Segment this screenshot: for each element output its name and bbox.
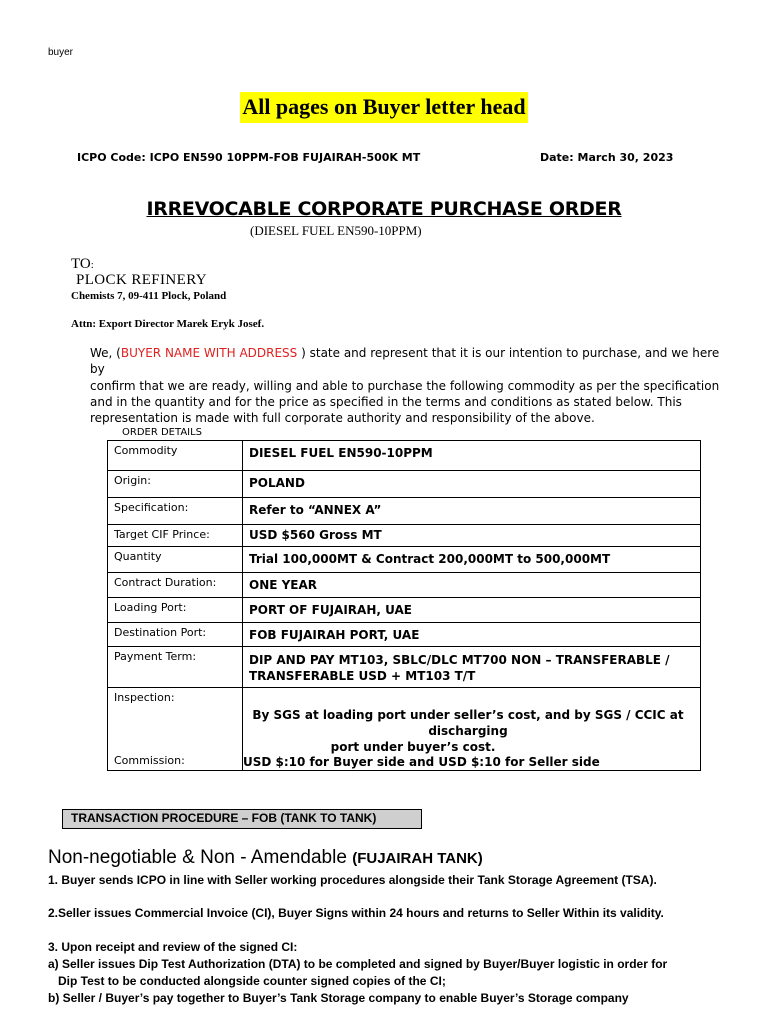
table-row [108, 441, 701, 471]
row-value: ONE YEAR [243, 573, 701, 598]
inspection-key: Inspection: [114, 691, 175, 704]
table-row [108, 623, 701, 647]
recipient-name: PLOCK REFINERY [76, 272, 208, 288]
to-colon: : [90, 259, 94, 271]
non-negotiable-main: Non-negotiable & Non - Amendable [48, 847, 353, 868]
document-date: Date: March 30, 2023 [540, 151, 674, 164]
row-key: Contract Duration: [108, 573, 243, 598]
procedure-title: TRANSACTION PROCEDURE – FOB (TANK TO TANK) [71, 811, 377, 825]
intro-paragraph [90, 345, 720, 426]
buyer-name-placeholder: BUYER NAME WITH ADDRESS [120, 346, 298, 360]
row-value: FOB FUJAIRAH PORT, UAE [243, 623, 701, 647]
table-row [108, 525, 701, 547]
row-key: Commodity [108, 441, 243, 471]
table-row [108, 688, 701, 771]
row-key: Specification: [108, 498, 243, 525]
intro-prefix: We, ( [90, 346, 121, 360]
intro-line-2: confirm that we are ready, willing and able to purchase the following commodity as per the specification [90, 378, 720, 393]
table-row [108, 547, 701, 573]
step-3a-line-1: a) Seller issues Dip Test Authorization (DTA) to be completed and signed by Buyer/Buyer logistic in order for [48, 957, 668, 971]
row-value: DIESEL FUEL EN590-10PPM [243, 441, 701, 471]
order-details-label: ORDER DETAILS [122, 427, 203, 438]
to-text: TO [71, 256, 91, 272]
intro-line-1-rest: ) state and represent that it is our intention to purchase, and we here by [90, 346, 720, 377]
step-2: 2.Seller issues Commercial Invoice (CI), Buyer Signs within 24 hours and returns to Seller Within its validity. [48, 906, 664, 920]
payment-term-line-1: DIP AND PAY MT103, SBLC/DLC MT700 NON – TRANSFERABLE / [249, 653, 670, 667]
step-3: 3. Upon receipt and review of the signed CI: [48, 940, 298, 954]
row-key: Origin: [108, 471, 243, 498]
inspection-line-1: By SGS at loading port under seller’s cost, and by SGS / CCIC at discharging [252, 708, 684, 738]
table-row [108, 647, 701, 688]
inspection-line-2: port under buyer’s cost. [330, 740, 496, 754]
row-key: Destination Port: [108, 623, 243, 647]
table-row [108, 498, 701, 525]
inspection-commission-keys [108, 688, 243, 771]
table-row [108, 573, 701, 598]
row-key: Loading Port: [108, 598, 243, 623]
row-value: PORT OF FUJAIRAH, UAE [243, 598, 701, 623]
row-value: POLAND [243, 471, 701, 498]
step-1: 1. Buyer sends ICPO in line with Seller working procedures alongside their Tank Storage Agreement (TSA). [48, 873, 657, 887]
row-value: Refer to “ANNEX A” [243, 498, 701, 525]
letterhead-note-wrap [0, 92, 768, 123]
row-value [243, 647, 701, 688]
row-value: Trial 100,000MT & Contract 200,000MT to 500,000MT [243, 547, 701, 573]
step-3a-line-2: Dip Test to be conducted alongside counter signed copies of the CI; [48, 974, 446, 988]
intro-line-4: representation is made with full corporate authority and responsibility of the above. [90, 411, 595, 426]
document-title-wrap [0, 198, 768, 220]
letterhead-note: All pages on Buyer letter head [240, 92, 527, 123]
corner-label: buyer [48, 47, 74, 58]
commission-value: USD $:10 for Buyer side and USD $:10 for Seller side [243, 755, 600, 769]
table-row [108, 471, 701, 498]
inspection-value [238, 707, 698, 755]
procedure-title-box [62, 809, 422, 829]
attention-line: Attn: Export Director Marek Eryk Josef. [71, 318, 265, 330]
intro-line-1 [90, 345, 720, 378]
document-title: IRREVOCABLE CORPORATE PURCHASE ORDER [146, 198, 622, 220]
to-label [71, 256, 94, 273]
intro-line-3: and in the quantity and for the price as specified in the terms and conditions as stated below. This [90, 394, 682, 409]
recipient-address: Chemists 7, 09-411 Plock, Poland [71, 290, 227, 302]
row-value: USD $560 Gross MT [243, 525, 701, 547]
row-key: Quantity [108, 547, 243, 573]
row-key: Target CIF Prince: [108, 525, 243, 547]
non-negotiable-heading [48, 847, 483, 869]
inspection-commission-values [243, 688, 701, 771]
order-details-table [107, 440, 701, 771]
table-row [108, 598, 701, 623]
document-subtitle: (DIESEL FUEL EN590-10PPM) [250, 223, 422, 238]
commission-key: Commission: [114, 754, 185, 767]
icpo-code: ICPO Code: ICPO EN590 10PPM-FOB FUJAIRAH-500K MT [77, 151, 421, 164]
payment-term-line-2: TRANSFERABLE USD + MT103 T/T [249, 669, 476, 683]
non-negotiable-paren: (FUJAIRAH TANK) [352, 850, 483, 867]
step-3b: b) Seller / Buyer’s pay together to Buyer’s Tank Storage company to enable Buyer’s Storage company [48, 991, 629, 1005]
row-key: Payment Term: [108, 647, 243, 688]
